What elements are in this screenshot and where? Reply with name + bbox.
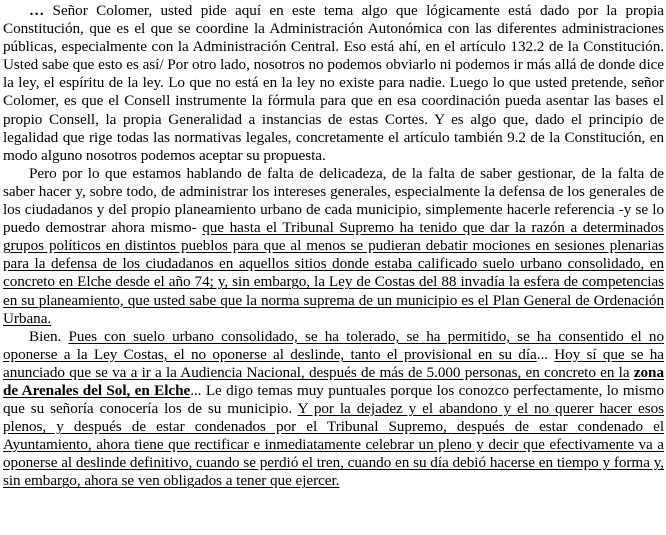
paragraph-3-underlined-3: Y por la dejadez y el abandono y el no querer hacer esos plenos, y después de estar condenados por el Tribunal Supremo, después de estar condenado el Ayuntamiento, ahora tiene que rectificar e inmediatamente celebrar un pleno y decir que efectivamente va a oponerse al deslinde definitivo, cuando se perdió el tren, cuando en su día debió hacerse en tiempo y forma y, sin embargo, ahora se ven obligados a tener que ejercer. bbox=[3, 400, 664, 490]
paragraph-2 bbox=[3, 165, 664, 328]
paragraph-3-plain-1: ... bbox=[536, 345, 555, 363]
paragraph-3 bbox=[3, 328, 664, 491]
paragraph-3-lead: Bien. bbox=[29, 327, 69, 345]
paragraph-3-bold-location: zona de Arenales del Sol, en Elche bbox=[3, 363, 664, 399]
paragraph-3-underlined-2: Hoy sí que se ha anunciado que se va a ir a la Audiencia Nacional, después de más de 5.000 personas, en concreto en la bbox=[3, 345, 664, 381]
ellipsis-lead: … bbox=[29, 2, 45, 19]
paragraph-2-plain: Pero por lo que estamos hablando de falta de delicadeza, de la falta de saber gestionar, de la falta de saber hacer y, sobre todo, de administrar los intereses generales, especialmente la defensa de los generales de los ciudadanos y del propio planeamiento urbano de cada municipio, simplemente hacerle referencia -y se lo puedo demostrar ahora mismo- bbox=[3, 164, 664, 237]
paragraph-1 bbox=[3, 2, 664, 165]
paragraph-1-text: Señor Colomer, usted pide aquí en este tema algo que lógicamente está dado por la propia Constitución, que es el que se coordine la Administración Autonómica con las diferentes administraciones públicas, especialmente con la Administración Central. Eso está ahí, en el artículo 132.2 de la Constitución. Usted sabe que esto es así/ Por otro lado, nosotros no podemos obviarlo ni podemos ir más allá de donde dice la ley, el espíritu de la ley. Lo que no está en la ley no existe para nadie. Luego lo que usted pretende, señor Colomer, es que el Consell instrumente la fórmula para que en esa coordinación pueda asentar las bases el propio Consell, la propia Generalidad a instancias de estas Cortes. Y es algo que, dado el principio de legalidad que rige todas las normativas legales, concretamente el artículo también 9.2 de la Constitución, en modo alguno nosotros podemos aceptar su propuesta. bbox=[3, 2, 664, 164]
paragraph-3-plain-3: ... Le digo temas muy puntuales porque los conozco perfectamente, lo mismo que su señoría conocería los de su municipio. bbox=[3, 381, 664, 418]
paragraph-3-underlined-1: Pues con suelo urbano consolidado, se ha tolerado, se ha permitido, se ha consentido el no oponerse a la Ley Costas, el no oponerse al deslinde, tanto el provisional en su día bbox=[3, 327, 664, 363]
paragraph-2-underlined: que hasta el Tribunal Supremo ha tenido que dar la razón a determinados grupos políticos en distintos pueblos para que al menos se pudieran debatir mociones en sesiones plenarias para la defensa de los ciudadanos en aquellos sitios donde estaba calificado suelo urbano consolidado, en concreto en Elche desde el año 74; y, sin embargo, la Ley de Costas del 88 invadía la esfera de competencias en su planeamiento, que usted sabe que la norma suprema de un municipio es el Plan General de Ordenación Urbana. bbox=[3, 219, 664, 327]
